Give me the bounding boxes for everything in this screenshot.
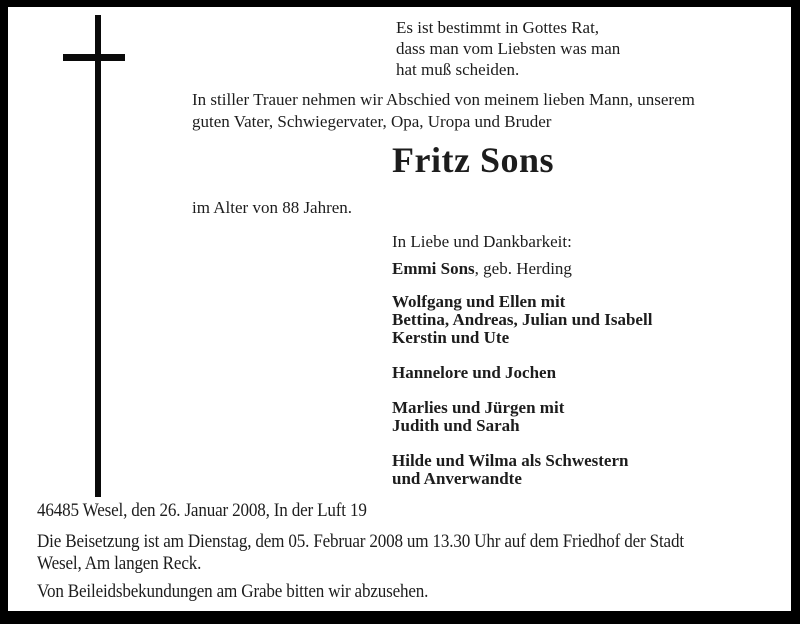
burial-line: Wesel, Am langen Reck.	[37, 553, 202, 574]
notice-inner	[8, 7, 791, 611]
mourner-group	[392, 364, 652, 382]
mourner-line: Judith und Sarah	[392, 416, 520, 435]
verse-line: dass man vom Liebsten was man	[396, 39, 621, 58]
mourner-line: Kerstin und Ute	[392, 328, 510, 347]
intro-line: In stiller Trauer nehmen wir Abschied von meinem lieben Mann, unserem	[192, 90, 695, 109]
cross-horizontal-bar	[63, 54, 125, 61]
mourner-group	[392, 293, 652, 347]
age-line: im Alter von 88 Jahren.	[192, 198, 353, 217]
widow-line	[392, 258, 572, 279]
mourner-line: Marlies und Jürgen mit	[392, 398, 565, 417]
verse-line: hat muß scheiden.	[396, 60, 520, 79]
burial-line: Die Beisetzung ist am Dienstag, dem 05. Februar 2008 um 13.30 Uhr auf dem Friedhof der Stadt	[37, 531, 684, 552]
mourners-list	[392, 293, 652, 505]
mourner-line: Hilde und Wilma als Schwestern	[392, 451, 629, 470]
mourner-line: Wolfgang und Ellen mit	[392, 292, 566, 311]
mourner-line: und Anverwandte	[392, 469, 522, 488]
cross-vertical-bar	[95, 15, 101, 497]
verse-line: Es ist bestimmt in Gottes Rat,	[396, 18, 600, 37]
gratitude-line: In Liebe und Dankbarkeit:	[392, 232, 572, 251]
intro-line: guten Vater, Schwiegervater, Opa, Uropa und Bruder	[192, 112, 552, 131]
mourner-line: Hannelore und Jochen	[392, 363, 557, 382]
widow-suffix: , geb. Herding	[474, 259, 572, 278]
mourner-line: Bettina, Andreas, Julian und Isabell	[392, 310, 653, 329]
widow-name: Emmi Sons	[392, 259, 475, 278]
mourner-group	[392, 452, 652, 488]
condolence-line: Von Beileidsbekundungen am Grabe bitten wir abzusehen.	[37, 581, 429, 602]
mourning-intro	[192, 89, 695, 133]
memorial-verse	[396, 17, 620, 80]
deceased-name: Fritz Sons	[392, 140, 554, 180]
mourner-group	[392, 399, 652, 435]
place-date-line: 46485 Wesel, den 26. Januar 2008, In der Luft 19	[37, 500, 367, 521]
burial-info	[37, 531, 684, 575]
